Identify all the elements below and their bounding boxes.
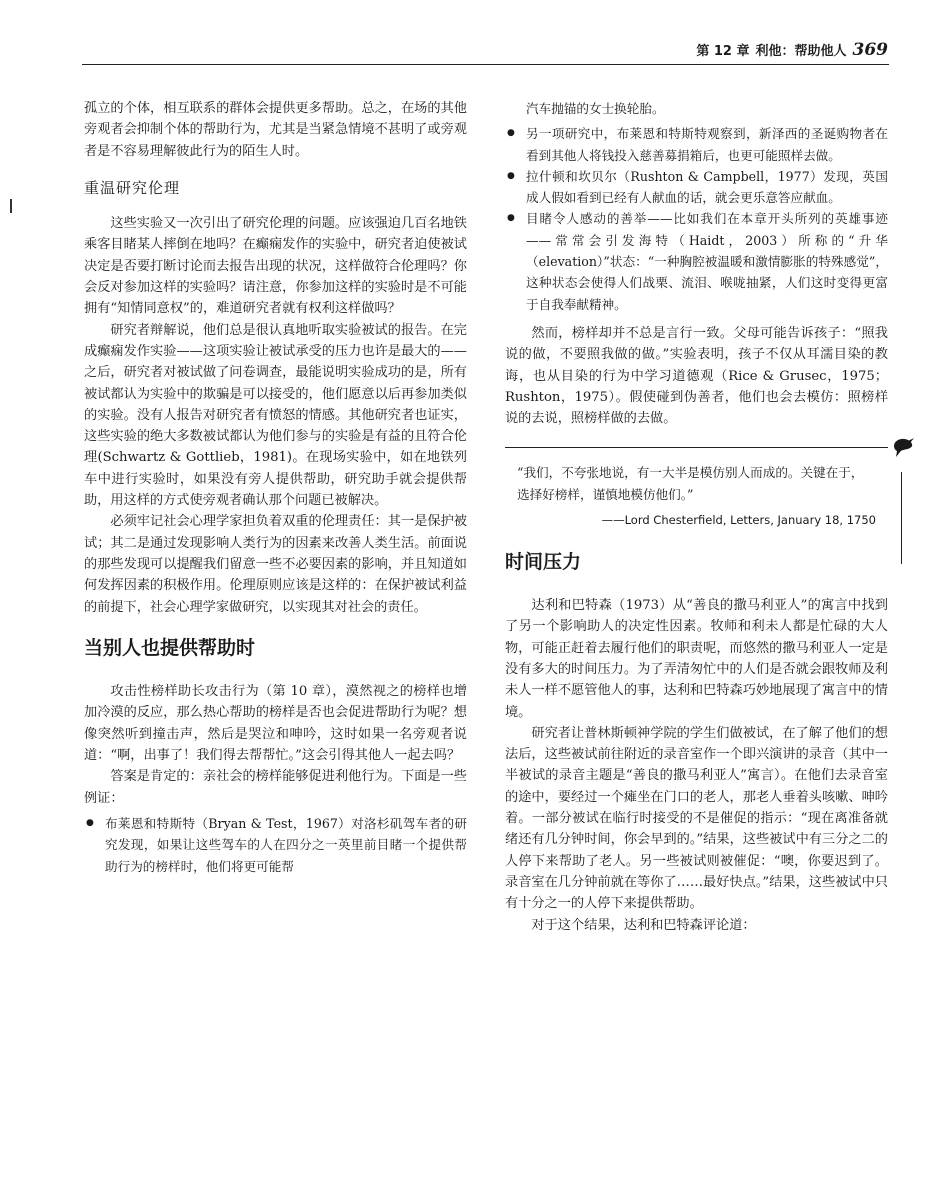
quote-box — [505, 447, 888, 533]
bullet-list — [505, 123, 888, 315]
list-item: ● 另一项研究中，布莱恩和特斯特观察到，新泽西的圣诞购物者在看到其他人将钱投入慈善募捐箱后，也更可能照样去做。 — [505, 123, 888, 166]
paragraph: 然而，榜样却并不总是言行一致。父母可能告诉孩子：“照我说的做，不要照我做的做。”实验表明，孩子不仅从耳濡目染的教诲，也从目染的行为中学习道德观（Rice & Grusec，1975；Rushton，1975）。假使碰到伪善者，他们也会去模仿：照榜样说的去说，照榜样做的去做。 — [505, 325, 888, 427]
quote-rule — [901, 472, 902, 564]
section-heading-time-pressure: 时间压力 — [505, 550, 582, 573]
paragraph: 攻击性榜样助长攻击行为（第 10 章），漠然视之的榜样也增加冷漠的反应，那么热心帮助的榜样是否也会促进帮助行为呢？想像突然听到撞击声，然后是哭泣和呻吟，这时如果一名旁观者说道：“啊，出事了！我们得去帮帮忙。”这会引得其他人一起去吗？ — [84, 684, 467, 764]
chapter-title: 利他：帮助他人 — [755, 44, 847, 59]
paragraph: 达利和巴特森（1973）从“善良的撒马利亚人”的寓言中找到了另一个影响助人的决定性因素。牧师和利未人都是忙碌的大人物，可能正赶着去履行他们的职责呢，而悠然的撒马利亚人一定是没有多大的时间压力。为了弄清匆忙中的人们是否就会跟牧师及利未人一样不愿管他人的事，达利和巴特森巧妙地展现了寓言中的情境。 — [505, 598, 888, 720]
chapter-label: 第 12 章 — [696, 44, 750, 59]
left-column — [84, 98, 467, 881]
margin-mark — [10, 199, 12, 213]
section-heading-ethics: 重温研究伦理 — [84, 178, 181, 197]
header-rule — [82, 64, 889, 65]
list-item: ● 布莱恩和特斯特（Bryan & Test，1967）对洛杉矶驾车者的研究发现，如果让这些驾车的人在四分之一英里前目睹一个提供帮助行为的榜样时，他们将更可能帮 — [84, 813, 467, 877]
running-header — [588, 40, 888, 62]
paragraph: 研究者让普林斯顿神学院的学生们做被试，在了解了他们的想法后，这些被试前往附近的录音室作一个即兴演讲的录音（其中一半被试的录音主题是“善良的撒马利亚人”寓言）。在他们去录音室的途中，要经过一个瘫坐在门口的老人，那老人垂着头咳嗽、呻吟着。一部分被试在临行时接受的不是催促的指示：“现在离准备就绪还有几分钟时间，你会早到的。”结果，这些被试中有三分之二的人停下来帮助了老人。另一些被试则被催促：“噢，你要迟到了。录音室在几分钟前就在等你了……最好快点。”结果，这些被试中只有十分之一的人停下来提供帮助。 — [505, 725, 888, 912]
paragraph: 答案是肯定的：亲社会的榜样能够促进利他行为。下面是一些例证： — [84, 769, 467, 806]
section-heading-helping: 当别人也提供帮助时 — [84, 636, 256, 659]
quote-attribution: ——Lord Chesterfield, Letters, January 18, 1750 — [601, 513, 876, 528]
paragraph: 必须牢记社会心理学家担负着双重的伦理责任：其一是保护被试；其二是通过发现影响人类行为的因素来改善人类生活。前面说的那些发现可以提醒我们留意一些不必要因素的影响，并且知道如何发挥因素的积极作用。伦理原则应该是这样的：在保护被试利益的前提下，社会心理学家做研究，以实现其对社会的责任。 — [84, 514, 467, 615]
paragraph: 研究者辩解说，他们总是很认真地听取实验被试的报告。在完成癫痫发作实验——这项实验让被试承受的压力也许是最大的——之后，研究者对被试做了问卷调查，最能说明实验成功的是，所有被试都认为实验中的欺骗是可以接受的，他们愿意以后再参加类似的实验。没有人报告对研究者有愤怒的情感。其他研究者也证实，这些实验的绝大多数被试都认为他们参与的实验是有益的且符合伦理(Schwartz & Gottlieb，1981)。在现场实验中，如在地铁列车中进行实验时，如果没有旁人提供帮助，研究助手就会提供帮助，用这样的方式使旁观者确认那个问题已被解决。 — [84, 322, 467, 509]
paragraph-continued: 汽车抛锚的女士换轮胎。 — [526, 101, 665, 116]
page-number: 369 — [852, 40, 888, 60]
list-item: ● 拉什顿和坎贝尔（Rushton & Campbell，1977）发现，英国成人假如看到已经有人献血的话，就会更乐意答应献血。 — [505, 166, 888, 209]
paragraph-intro: 孤立的个体，相互联系的群体会提供更多帮助。总之，在场的其他旁观者会抑制个体的帮助行为，尤其是当紧急情境不甚明了或旁观者是不容易理解彼此行为的陌生人时。 — [84, 101, 467, 159]
paragraph: 这些实验又一次引出了研究伦理的问题。应该强迫几百名地铁乘客目睹某人摔倒在地吗？在癫痫发作的实验中，研究者迫使被试决定是否要打断讨论而去报告出现的状况，这样做符合伦理吗？你会反对参加这样的实验吗？请注意，你参加这样的实验时是不可能拥有“知情同意权”的，难道研究者就有权利这样做吗？ — [84, 216, 467, 317]
quote-text: “我们，不夸张地说，有一大半是模仿别人而成的。关键在于，选择好榜样，谨慎地模仿他们。” — [517, 465, 864, 503]
right-column — [505, 98, 888, 936]
paragraph: 对于这个结果，达利和巴特森评论道： — [531, 917, 756, 933]
quote-bird-icon — [888, 432, 916, 460]
list-item: ● 目睹令人感动的善举——比如我们在本章开头所列的英雄事迹——常常会引发海特（Haidt，2003）所称的“升华（elevation）”状态：“一种胸腔被温暖和激情膨胀的特殊感觉”，这种状态会使得人们战栗、流泪、喉咙抽紧，人们这时变得更富于自我奉献精神。 — [505, 208, 888, 314]
bullet-list — [84, 813, 467, 877]
